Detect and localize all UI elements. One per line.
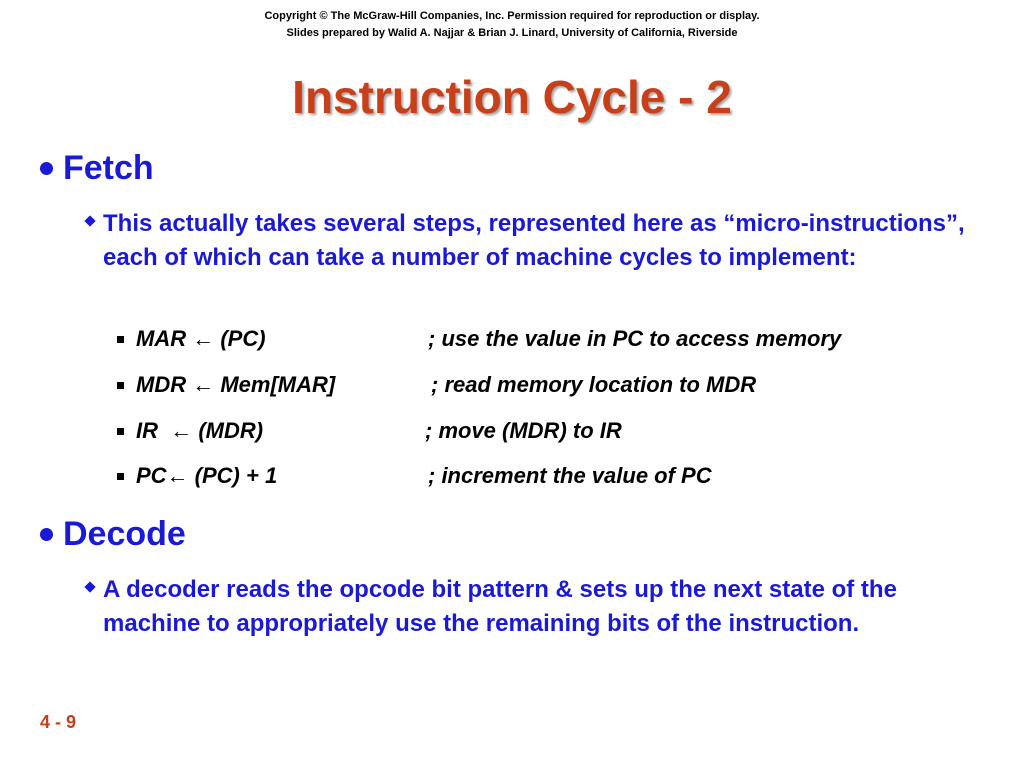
square-bullet-icon [117, 473, 124, 480]
section-heading-fetch [40, 148, 154, 188]
micro-instruction-comment: ; move (MDR) to IR [425, 418, 622, 443]
fetch-description [86, 207, 986, 275]
section-heading-label: Decode [63, 515, 186, 553]
section-heading-decode [40, 514, 186, 554]
decode-description [86, 573, 986, 641]
square-bullet-icon [117, 382, 124, 389]
bullet-dot-icon [40, 528, 53, 541]
micro-instruction-operation: IR ← (MDR) [136, 418, 264, 443]
diamond-bullet-icon [84, 581, 95, 592]
micro-instruction-operation: MDR ← Mem[MAR] [136, 372, 336, 397]
micro-instruction-operation: MAR ← (PC) [136, 326, 266, 351]
copyright-line-2: Slides prepared by Walid A. Najjar & Brian J. Linard, University of California, Riverside [286, 27, 738, 39]
diamond-bullet-icon [84, 215, 95, 226]
fetch-description-text: This actually takes several steps, represented here as “micro-instructions”, each of which can take a number of machine cycles to implement: [103, 210, 965, 271]
decode-description-text: A decoder reads the opcode bit pattern & sets up the next state of the machine to appropriately use the remaining bits of the instruction. [103, 576, 897, 637]
page-number: 4 - 9 [40, 712, 77, 732]
square-bullet-icon [117, 336, 124, 343]
micro-instruction-comment: ; read memory location to MDR [431, 372, 757, 397]
micro-instruction-comment: ; use the value in PC to access memory [428, 326, 842, 351]
square-bullet-icon [117, 428, 124, 435]
copyright-line-1: Copyright © The McGraw-Hill Companies, Inc. Permission required for reproduction or display. [264, 10, 760, 22]
slide-title: Instruction Cycle - 2 [292, 71, 732, 123]
section-heading-label: Fetch [63, 149, 154, 187]
micro-instruction-comment: ; increment the value of PC [428, 463, 712, 488]
bullet-dot-icon [40, 162, 53, 175]
micro-instruction-operation: PC← (PC) + 1 [136, 463, 278, 488]
